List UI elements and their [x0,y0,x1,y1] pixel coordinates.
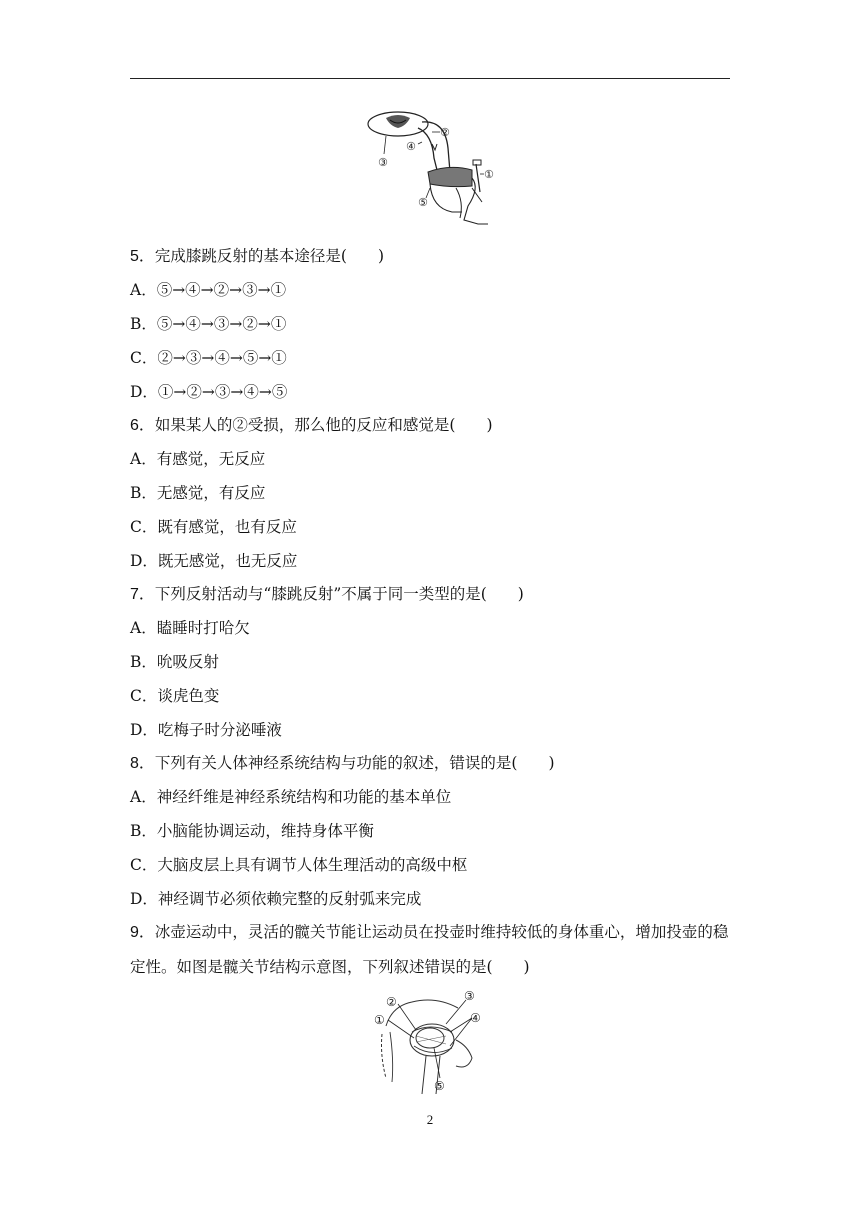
question-text: 如果某人的②受损，那么他的反应和感觉是( ) [154,416,493,434]
question-number: 7． [130,586,155,603]
fig1-label-5: ⑤ [418,196,428,209]
fig2-label-3: ③ [464,989,475,1003]
question-5 [130,246,384,267]
question-text: 冰壶运动中，灵活的髋关节能让运动员在投壶时维持较低的身体重心，增加投壶的稳定性。如图是髋关节结构示意图，下列叙述错误的是( ) [130,923,729,976]
question-6 [130,415,493,436]
hip-joint-figure [372,986,492,1098]
option-7b: B．吮吸反射 [130,653,219,671]
fig2-label-5: ⑤ [434,1079,445,1093]
option-6a: A．有感觉，无反应 [130,450,266,468]
page-number: 2 [426,1112,434,1127]
option-6c: C．既有感觉，也有反应 [130,518,297,536]
option-8d: D．神经调节必须依赖完整的反射弧来完成 [130,890,422,908]
question-8 [130,753,555,774]
option-5c: C．②→③→④→⑤→① [130,349,287,367]
option-7a: A．瞌睡时打哈欠 [130,619,250,637]
fig2-label-2: ② [386,995,397,1009]
fig1-label-2: ② [440,126,450,139]
option-5d: D．①→②→③→④→⑤ [130,383,288,401]
question-text: 完成膝跳反射的基本途径是( ) [154,247,385,265]
fig2-label-1: ① [374,1013,385,1027]
question-9 [130,915,740,984]
fig1-label-3: ③ [378,156,388,169]
option-7d: D．吃梅子时分泌唾液 [130,721,282,739]
option-5b: B．⑤→④→③→②→① [130,315,287,333]
option-8c: C．大脑皮层上具有调节人体生理活动的高级中枢 [130,856,468,874]
option-8b: B．小脑能协调运动，维持身体平衡 [130,822,374,840]
option-7c: C．谈虎色变 [130,687,220,705]
question-number: 5． [130,248,155,265]
fig1-label-4: ④ [406,140,416,153]
question-number: 9． [130,924,155,941]
question-number: 8． [130,755,155,772]
question-7 [130,584,524,605]
header-rule [130,78,730,79]
fig1-label-1: ① [484,168,494,181]
question-text: 下列反射活动与“膝跳反射”不属于同一类型的是( ) [154,585,524,603]
option-5a: A．⑤→④→②→③→① [130,281,287,299]
reflex-arc-figure [360,108,500,230]
question-text: 下列有关人体神经系统结构与功能的叙述，错误的是( ) [154,754,555,772]
option-6b: B．无感觉，有反应 [130,484,266,502]
question-number: 6． [130,417,155,434]
fig2-label-4: ④ [470,1011,481,1025]
option-8a: A．神经纤维是神经系统结构和功能的基本单位 [130,788,452,806]
option-6d: D．既无感觉，也无反应 [130,552,298,570]
